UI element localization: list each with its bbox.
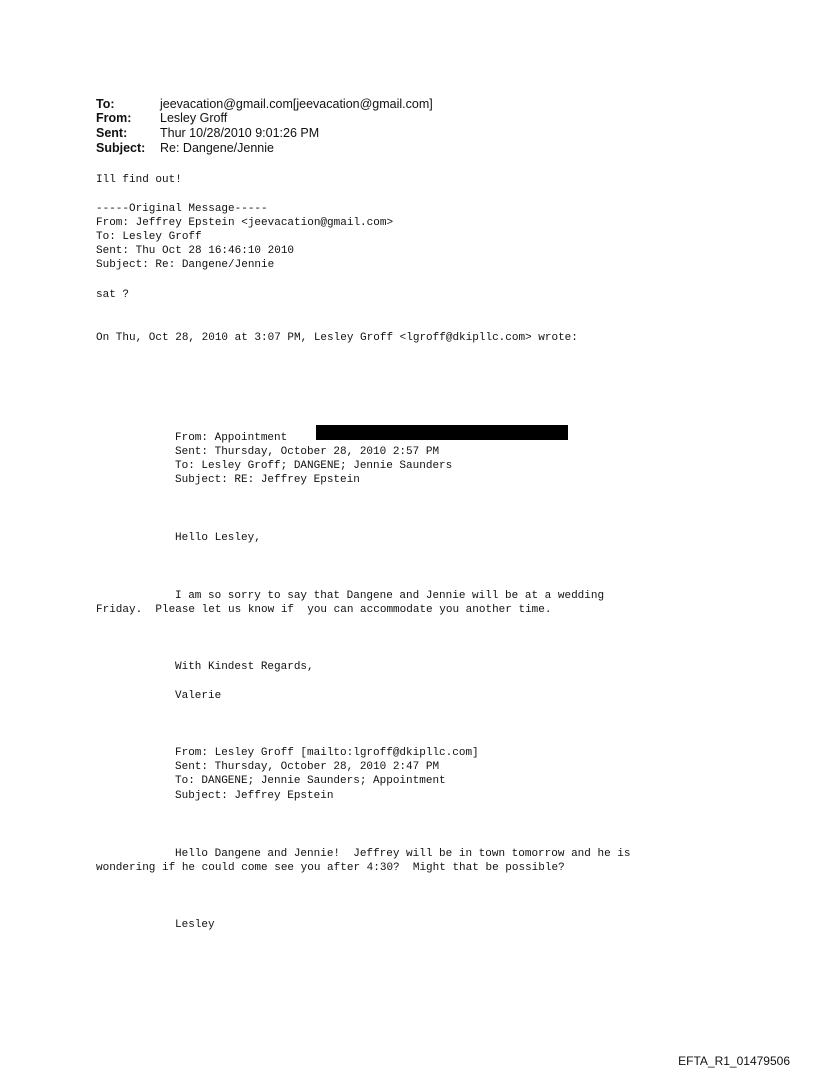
original-message-subject: Subject: Re: Dangene/Jennie	[96, 259, 275, 271]
quoted-2-subject: Subject: Jeffrey Epstein	[175, 790, 334, 802]
header-from-label: From:	[96, 111, 132, 125]
quoted-1-body-line-1: I am so sorry to say that Dangene and Jennie will be at a wedding	[175, 590, 605, 602]
header-to-value: jeevacation@gmail.com[jeevacation@gmail.com]	[160, 97, 433, 111]
quoted-1-sent: Sent: Thursday, October 28, 2010 2:57 PM	[175, 446, 440, 458]
original-message-from: From: Jeffrey Epstein <jeevacation@gmail.com>	[96, 217, 394, 229]
quoted-1-closing: With Kindest Regards,	[175, 661, 314, 673]
header-sent-value: Thur 10/28/2010 9:01:26 PM	[160, 126, 320, 140]
header-sent	[96, 126, 319, 140]
quoted-2-from: From: Lesley Groff [mailto:lgroff@dkipllc.com]	[175, 747, 479, 759]
document-id: EFTA_R1_01479506	[678, 1054, 790, 1068]
quoted-1-greeting: Hello Lesley,	[175, 532, 261, 544]
original-message-body: sat ?	[96, 289, 130, 301]
header-to-label: To:	[96, 97, 115, 111]
quoted-2-body-line-2: wondering if he could come see you after 4:30? Might that be possible?	[96, 862, 565, 874]
header-subject-label: Subject:	[96, 141, 146, 155]
original-message-to: To: Lesley Groff	[96, 231, 202, 243]
redaction-block	[316, 425, 568, 440]
quoted-2-to: To: DANGENE; Jennie Saunders; Appointment	[175, 775, 446, 787]
original-message-divider: -----Original Message-----	[96, 203, 268, 215]
quote-intro: On Thu, Oct 28, 2010 at 3:07 PM, Lesley Groff <lgroff@dkipllc.com> wrote:	[96, 332, 578, 344]
header-subject-value: Re: Dangene/Jennie	[160, 141, 274, 155]
header-from-value: Lesley Groff	[160, 111, 228, 125]
quoted-1-body-line-2: Friday. Please let us know if you can accommodate you another time.	[96, 604, 552, 616]
reply-body: Ill find out!	[96, 174, 182, 186]
quoted-2-sent: Sent: Thursday, October 28, 2010 2:47 PM	[175, 761, 440, 773]
quoted-1-signature: Valerie	[175, 690, 222, 702]
header-to	[96, 97, 433, 111]
header-from	[96, 111, 227, 125]
original-message-sent: Sent: Thu Oct 28 16:46:10 2010	[96, 245, 295, 257]
quoted-2-body-line-1: Hello Dangene and Jennie! Jeffrey will be in town tomorrow and he is	[175, 848, 631, 860]
header-sent-label: Sent:	[96, 126, 128, 140]
quoted-2-signature: Lesley	[175, 919, 215, 931]
quoted-1-from: From: Appointment	[175, 432, 288, 444]
header-subject	[96, 141, 274, 155]
quoted-1-to: To: Lesley Groff; DANGENE; Jennie Saunders	[175, 460, 453, 472]
quoted-1-subject: Subject: RE: Jeffrey Epstein	[175, 474, 360, 486]
